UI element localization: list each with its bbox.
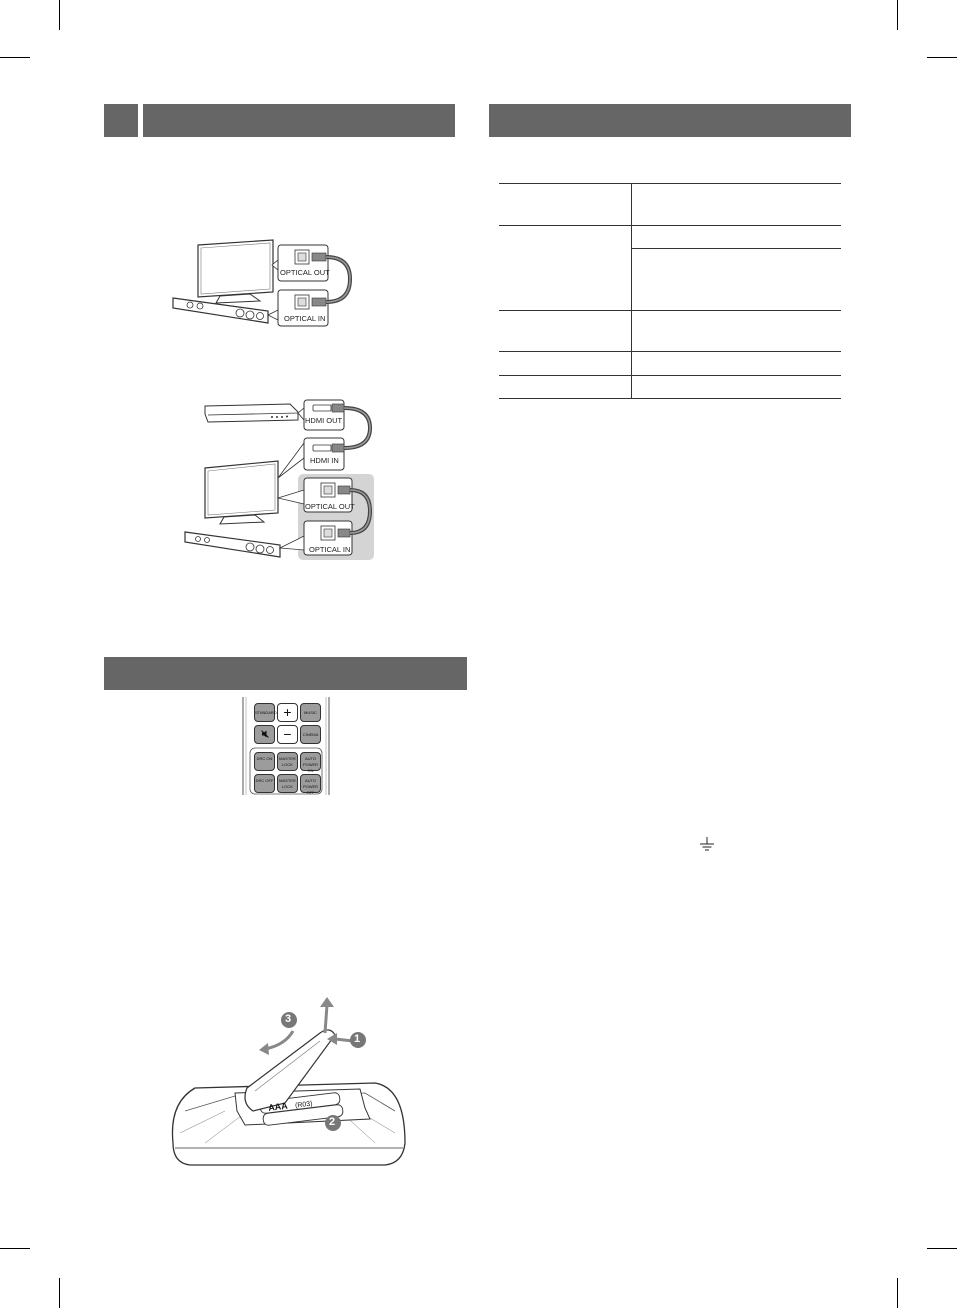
soundbar xyxy=(185,532,280,557)
section-header-bar xyxy=(104,657,467,690)
drc-on-button[interactable]: DRC ON xyxy=(254,752,275,771)
battery-installation-diagram xyxy=(165,993,415,1168)
crop-mark xyxy=(897,0,898,30)
battery-code-label: (R03) xyxy=(294,1100,313,1110)
crop-mark xyxy=(897,1278,898,1308)
mute-icon xyxy=(260,729,270,739)
hdmi-in-label: HDMI IN xyxy=(310,456,339,465)
battery-type-label: AAA xyxy=(267,1100,289,1113)
step-1-number: 1 xyxy=(354,1033,361,1045)
step-2-number: 2 xyxy=(329,1116,336,1128)
crop-mark xyxy=(927,57,957,58)
optical-in-label: OPTICAL IN xyxy=(309,545,351,554)
cinema-button[interactable]: CINEMA xyxy=(300,725,321,744)
crop-mark xyxy=(59,1278,60,1308)
tv-screen xyxy=(205,461,278,518)
ground-symbol-icon xyxy=(698,837,716,853)
volume-down-button[interactable]: − xyxy=(277,725,298,744)
optical-out-label: OPTICAL OUT xyxy=(280,268,330,277)
auto-power-off-button[interactable]: AUTO POWER OFF xyxy=(300,774,321,793)
tv-optical-connection-diagram xyxy=(168,235,368,330)
volume-up-button[interactable]: + xyxy=(277,703,298,722)
section-header-bar xyxy=(489,104,851,137)
remote-control-detail xyxy=(241,697,331,795)
crop-mark xyxy=(927,1248,957,1249)
step-3-number: 3 xyxy=(285,1013,292,1025)
hdmi-out-label: HDMI OUT xyxy=(305,416,343,425)
master-lock-up-button[interactable]: MASTER LOCK xyxy=(277,752,298,771)
music-button[interactable]: MUSIC xyxy=(300,703,321,722)
optical-out-label: OPTICAL OUT xyxy=(305,502,355,511)
tv-screen xyxy=(198,240,273,297)
master-lock-down-button[interactable]: MASTER LOCK xyxy=(277,774,298,793)
crop-mark xyxy=(59,0,60,30)
crop-mark xyxy=(0,1248,30,1249)
hdmi-optical-connection-diagram xyxy=(180,398,380,566)
auto-power-on-button[interactable]: AUTO POWER ON xyxy=(300,752,321,771)
standard-button[interactable]: STANDARD xyxy=(254,703,275,722)
mute-button[interactable] xyxy=(254,725,275,744)
crop-mark xyxy=(0,57,30,58)
drc-off-button[interactable]: DRC OFF xyxy=(254,774,275,793)
section-number-box xyxy=(104,104,138,137)
section-header-bar xyxy=(143,104,455,137)
optical-in-label: OPTICAL IN xyxy=(284,314,326,323)
